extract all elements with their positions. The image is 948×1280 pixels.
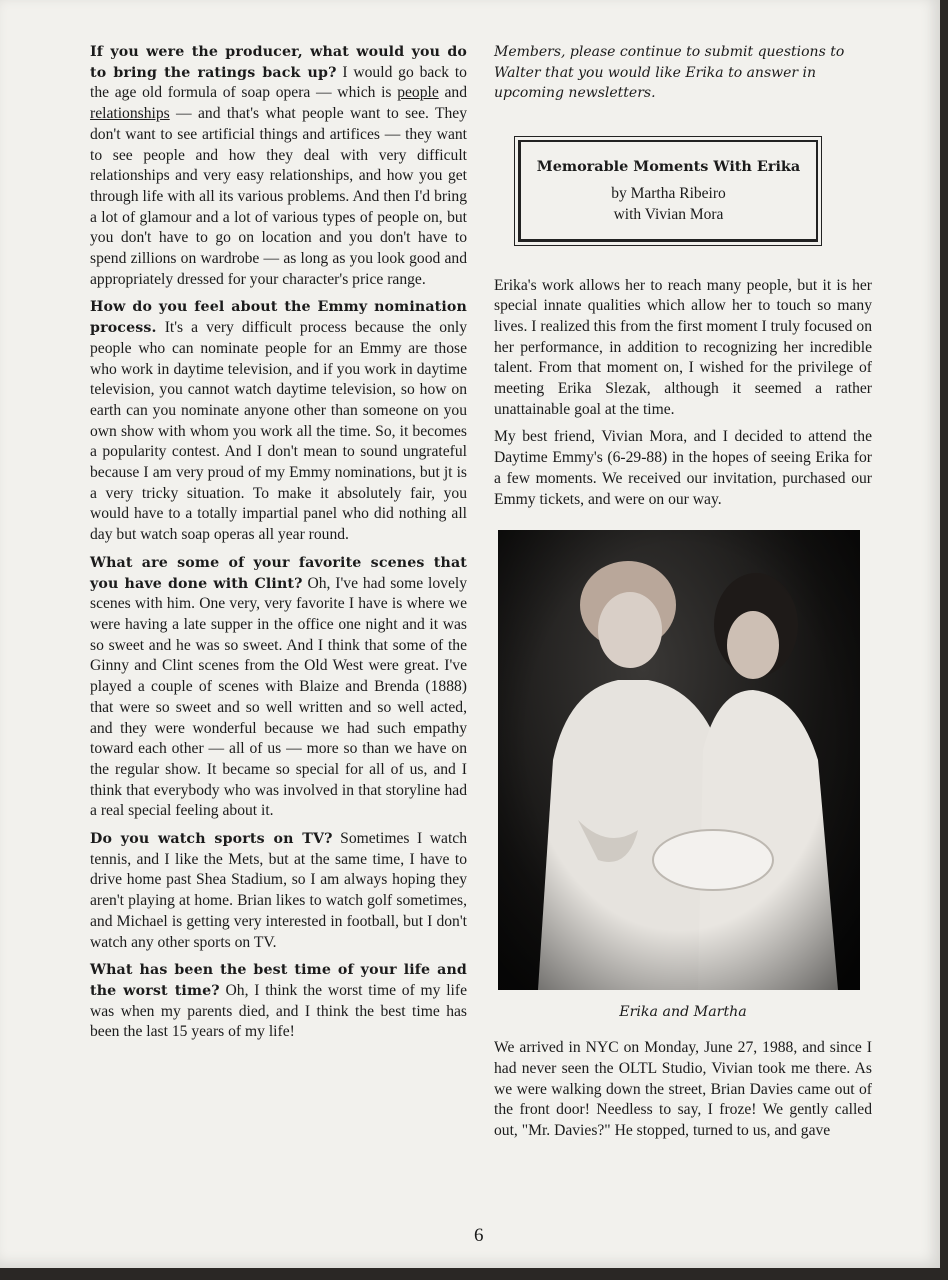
left-column (90, 42, 467, 1050)
underlined-word-people: people (397, 84, 439, 102)
answer-text: Oh, I've had some lovely scenes with him. One very, very favorite I have is where we were having a late supper in the office one night and it was so sweet and he was so sweet. And I think that some of the Ginny and Clint scenes from the Old West were great. I've played a couple of scenes with Blaize and Brenda (1888) that were so sweet and so well written and so well acted, and they were wonderful because we had such empathy toward each other — all of us — more so than we have on the regular show. It became so special for all of us, and I think that everybody who was involved in that storyline had a real special feeling about it. (90, 574, 467, 820)
photo-illustration (498, 530, 860, 990)
article-coauthor: with Vivian Mora (613, 205, 724, 223)
article-paragraph-1: Erika's work allows her to reach many people, but it is her special innate qualities which allow her to touch so many lives. I realized this from the first moment I truly focused on her performance, in addition to recognizing her incredible talent. From that moment on, I wished for the privilege of meeting Erika Slezak, although it seemed a rather unattainable goal at the time. (494, 276, 872, 418)
question-clint: What are some of your favorite scenes that you have done with Clint? (90, 554, 467, 592)
interview-paragraph-producer (90, 42, 467, 290)
answer-text: I would go back to the age old formula of soap opera — which is (90, 63, 467, 102)
article-title: Memorable Moments With Erika (536, 157, 801, 175)
article-title-inner (518, 140, 818, 242)
interview-paragraph-sports (90, 829, 467, 953)
members-note: Members, please continue to submit questions to Walter that you would like Erika to answer in upcoming newsletters. (494, 44, 845, 101)
article-paragraph-2: My best friend, Vivian Mora, and I decided to attend the Daytime Emmy's (6-29-88) in the hopes of seeing Erika for a few moments. We received our invitation, purchased our Emmy tickets, and were on our way. (494, 428, 872, 508)
answer-text: Oh, I think the worst time of my life was when my parents died, and I think the best time has been the last 15 years of my life! (90, 981, 468, 1041)
article-title-box (514, 136, 822, 246)
question-best-worst: What has been the best time of your life and the worst time? (90, 962, 467, 999)
photo-vignette (498, 530, 860, 990)
underlined-word-relationships: relationships (90, 105, 170, 123)
answer-text: Sometimes I watch tennis, and I like the Mets, but at the same time, I have to drive home past Shea Stadium, so I am always hoping they aren't playing at home. Brian likes to watch golf sometimes, and Michael is getting very interested in football, but I don't watch any other sports on TV. (90, 830, 467, 951)
photo-caption: Erika and Martha (619, 1004, 747, 1021)
answer-text: It's a very difficult process because the only people who can nominate people for an Emmy are those who work in daytime television, and if you work in daytime television, you cannot watch daytime television, so how on earth can you nominate anyone other than someone on you own show with whom you work all the time. So, it becomes a popularity contest. And I don't mean to sound ungrateful because I am very proud of my Emmy nominations, but jt is a very tricky situation. To make it absolutely fair, you would have to a totally impartial panel who did nothing all day but watch soap operas all year round. (90, 319, 467, 544)
answer-text: and (438, 84, 467, 102)
interview-paragraph-emmy (90, 297, 467, 545)
question-producer: If you were the producer, what would you do to bring the ratings back up? (90, 44, 467, 81)
article-paragraph-3: We arrived in NYC on Monday, June 27, 1988, and since I had never seen the OLTL Studio, Vivian took me there. As we were walking down the street, Brian Davies came out of the front door! Needless to say, I froze! We gently called out, "Mr. Davies?" He stopped, turned to us, and gave (494, 1039, 872, 1140)
question-sports: Do you watch sports on TV? (90, 831, 333, 848)
page-number: 6 (474, 1225, 484, 1246)
answer-text: — and that's what people want to see. They don't want to see artificial things and artifices — they want to see people and how they deal with very difficult relationships and very easy relationships, and how you get through life with all its various problems. And then I'd bring a lot of glamour and a lot of various types of people on, but you don't have to go on location and you don't have to spend zillions on wardrobe — as long as you look good and appropriately dressed for your character's price range. (90, 105, 467, 288)
question-emmy: How do you feel about the Emmy nomination process. (90, 299, 467, 337)
interview-paragraph-best-worst (90, 960, 467, 1043)
photo-erika-and-martha (498, 530, 860, 990)
interview-paragraph-clint (90, 553, 467, 822)
right-column (494, 42, 872, 1149)
article-byline: by Martha Ribeiro (611, 184, 726, 202)
